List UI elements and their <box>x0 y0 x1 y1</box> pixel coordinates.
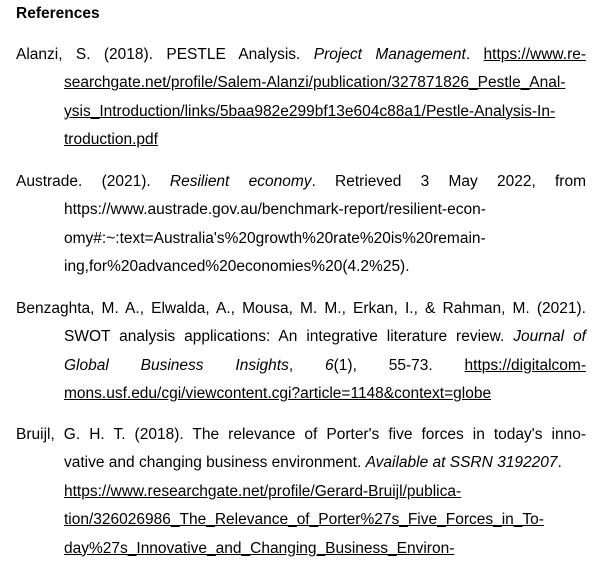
reference-text: Austrade. (2021). <box>16 173 170 190</box>
reference-text: https://www.austrade.gov.au/benchmark-report/resilient-econ- <box>64 201 486 219</box>
reference-line <box>16 225 586 253</box>
italic-title-text: Project Management <box>313 46 466 63</box>
reference-link[interactable]: day%27s_Innovative_and_Changing_Business_Environ- <box>64 539 455 557</box>
reference-line <box>16 295 586 323</box>
reference-text: vative and changing business environment. <box>64 454 366 472</box>
reference-text: (1), 55-73. <box>333 356 465 374</box>
reference-line <box>16 168 586 196</box>
reference-line <box>16 449 586 477</box>
reference-line <box>16 196 586 224</box>
reference-text: . Retrieved 3 May 2022, from <box>311 173 586 190</box>
reference-text: . <box>465 46 484 63</box>
italic-title-text: Available at SSRN 3192207 <box>365 454 558 472</box>
reference-text: Alanzi, S. (2018). PESTLE Analysis. <box>16 46 314 63</box>
italic-title-text: 6 <box>325 356 334 374</box>
italic-title-text: Global Business Insights <box>64 356 289 374</box>
reference-link[interactable]: ysis_Introduction/links/5baa982e299bf13e604c88a1/Pestle-Analysis-In- <box>64 102 556 120</box>
reference-entry-austrade <box>16 168 586 282</box>
reference-link[interactable]: mons.usf.edu/cgi/viewcontent.cgi?article=1148&context=globe <box>64 385 492 403</box>
reference-text: . <box>557 454 562 472</box>
reference-line <box>16 380 586 408</box>
reference-line <box>16 352 586 380</box>
reference-line <box>16 506 586 534</box>
reference-line <box>16 98 586 126</box>
reference-text: Benzaghta, M. A., Elwalda, A., Mousa, M. M., Erkan, I., & Rahman, M. (2021). <box>16 300 586 317</box>
reference-line <box>16 421 586 449</box>
reference-link[interactable]: tion/326026986_The_Relevance_of_Porter%27s_Five_Forces_in_To- <box>64 511 544 529</box>
reference-line <box>16 535 586 563</box>
reference-entry-bruijl <box>16 421 586 563</box>
reference-line <box>16 478 586 506</box>
reference-link[interactable]: troduction.pdf <box>64 131 158 149</box>
reference-entry-benzaghta <box>16 295 586 409</box>
italic-title-text: Journal of <box>513 328 586 346</box>
reference-line <box>16 69 586 97</box>
reference-line <box>16 41 586 69</box>
reference-line <box>16 126 586 154</box>
reference-text: , <box>288 356 325 374</box>
reference-line <box>16 253 586 281</box>
reference-text: Bruijl, G. H. T. (2018). The relevance of Porter's five forces in today's inno- <box>16 426 586 443</box>
reference-link[interactable]: searchgate.net/profile/Salem-Alanzi/publication/327871826_Pestle_Anal- <box>64 74 566 92</box>
reference-link[interactable]: https://digitalcom- <box>464 356 586 374</box>
references-heading: References <box>16 5 100 22</box>
reference-text: omy#:~:text=Australia's%20growth%20rate%20is%20remain- <box>64 229 486 247</box>
reference-link[interactable]: https://www.researchgate.net/profile/Gerard-Bruijl/publica- <box>64 482 462 500</box>
italic-title-text: Resilient economy <box>169 173 312 190</box>
reference-entry-alanzi <box>16 41 586 155</box>
reference-text: ing,for%20advanced%20economies%20(4.2%25). <box>64 258 410 276</box>
reference-text: SWOT analysis applications: An integrative literature review. <box>64 328 514 346</box>
reference-line <box>16 323 586 351</box>
reference-link[interactable]: https://www.re- <box>483 46 587 63</box>
